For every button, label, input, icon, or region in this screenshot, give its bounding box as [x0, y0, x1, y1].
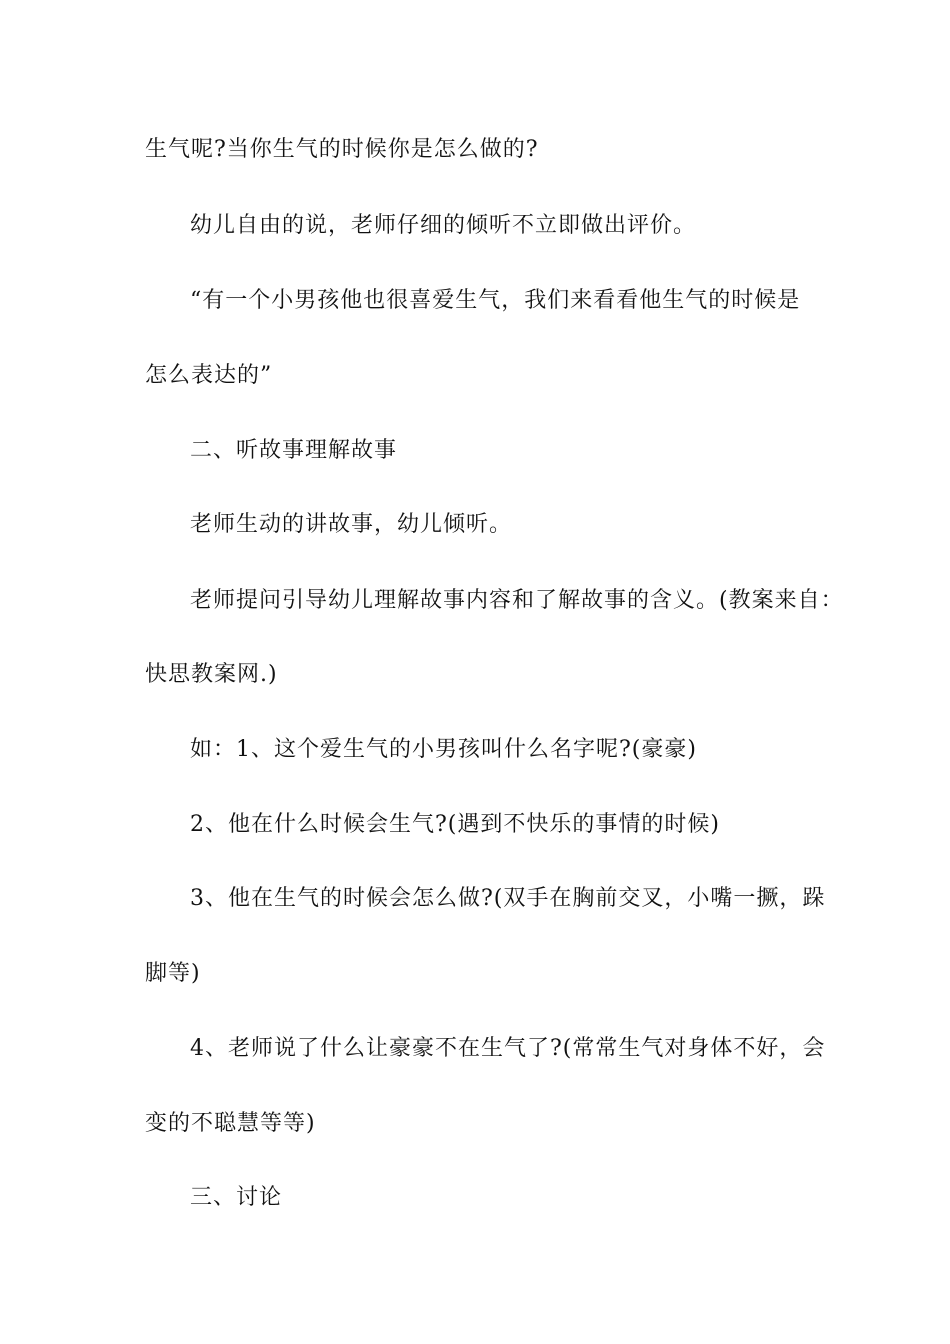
text-line: 如：1、这个爱生气的小男孩叫什么名字呢?(豪豪) — [190, 737, 697, 762]
text-line: 脚等) — [145, 961, 201, 986]
text-line: 老师提问引导幼儿理解故事内容和了解故事的含义。(教案来自： — [190, 588, 844, 613]
text-line: 4、老师说了什么让豪豪不在生气了?(常常生气对身体不好，会 — [190, 1036, 826, 1061]
section-heading: 二、听故事理解故事 — [190, 438, 398, 463]
text-line: 怎么表达的” — [145, 363, 273, 388]
text-line: 2、他在什么时候会生气?(遇到不快乐的事情的时候) — [190, 812, 720, 837]
text-line: 幼儿自由的说，老师仔细的倾听不立即做出评价。 — [190, 213, 697, 238]
text-line: 3、他在生气的时候会怎么做?(双手在胸前交叉，小嘴一撅，跺 — [190, 886, 826, 911]
text-line: 生气呢?当你生气的时候你是怎么做的? — [145, 137, 539, 162]
section-heading: 三、讨论 — [190, 1185, 283, 1210]
text-line: 变的不聪慧等等) — [145, 1111, 316, 1136]
text-line: 快思教案网.) — [145, 662, 278, 687]
text-line: 老师生动的讲故事，幼儿倾听。 — [190, 512, 513, 537]
text-line: “有一个小男孩他也很喜爱生气，我们来看看他生气的时候是 — [190, 288, 801, 313]
